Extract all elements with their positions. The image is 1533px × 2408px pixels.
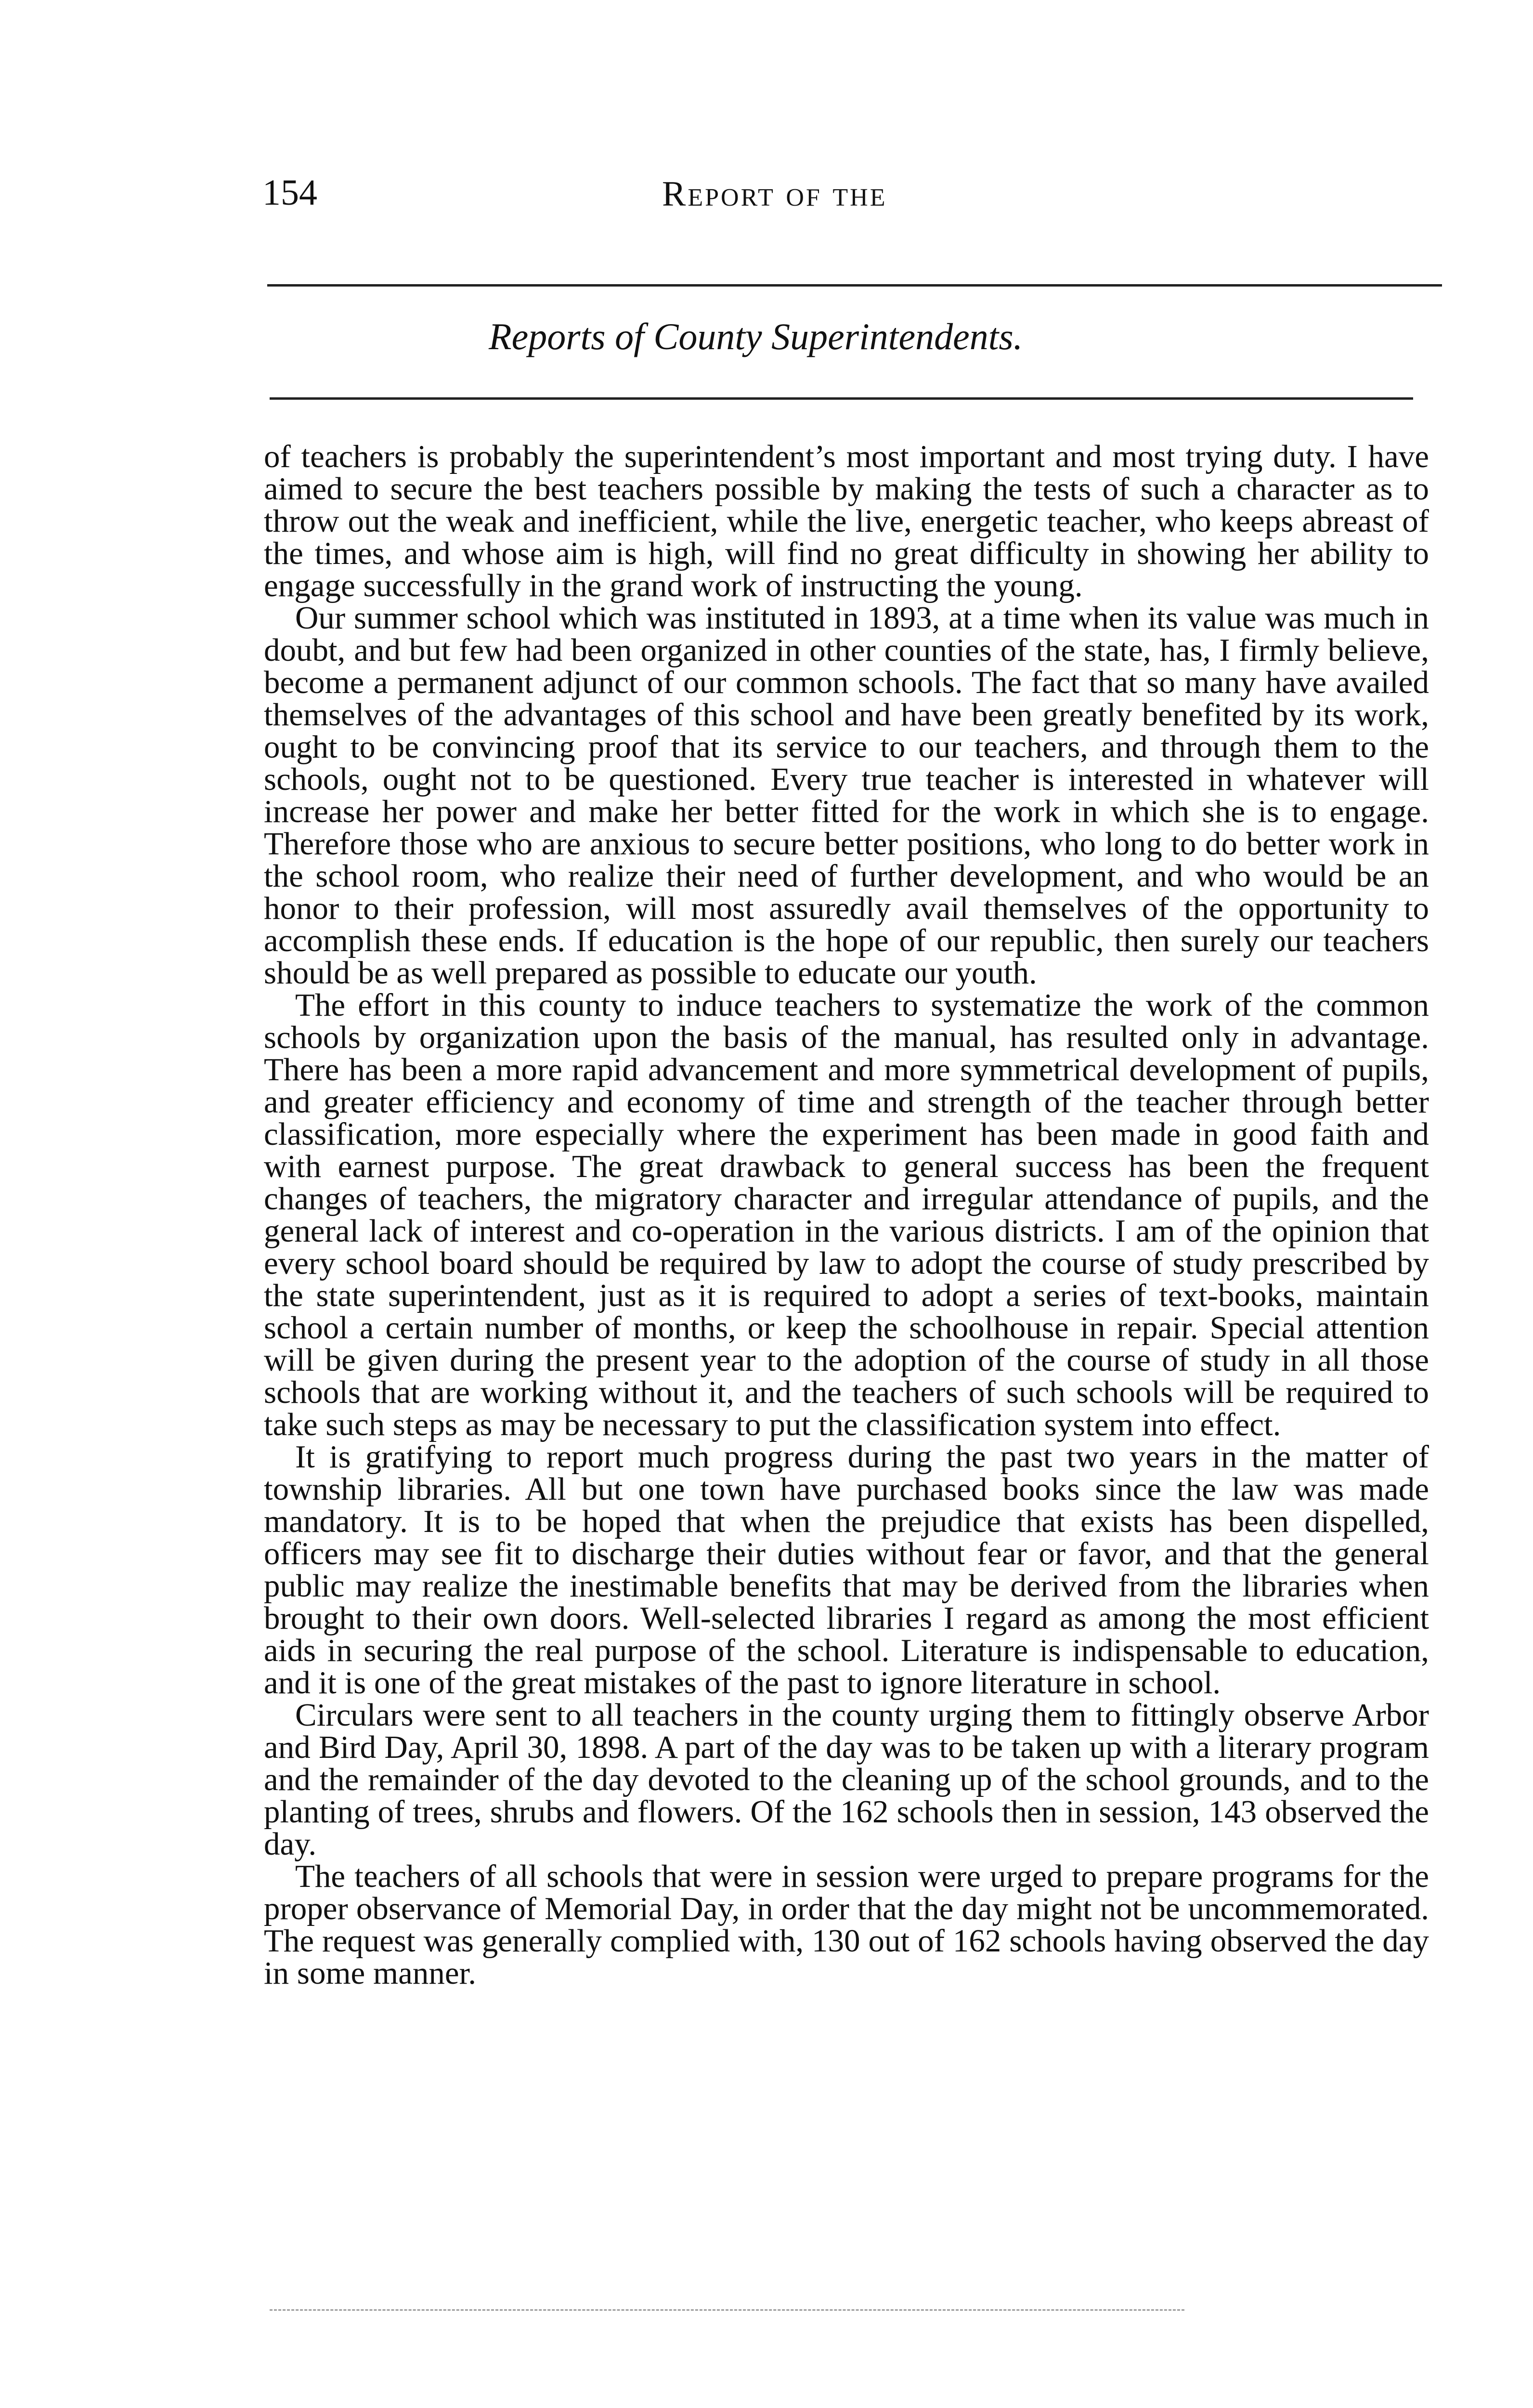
paragraph-memorial-day: The teachers of all schools that were in session were urged to prepare programs for the proper observance of Memorial Day, in order that the day might not be uncommemorated. The request was generally complied with, 130 out of 162 schools having observed the day in some manner. — [264, 1858, 1429, 1991]
header-rule-top — [267, 284, 1442, 287]
footer-divider — [270, 2309, 1184, 2311]
paragraph-summer-school: Our summer school which was instituted in 1893, at a time when its value was much in doubt, and but few had been organized in other counties of the state, has, I firmly believe, become a permanent adjunct of our common schools. The fact that so many have availed themselves of the advantages of this school and have been greatly benefited by its work, ought to be convincing proof that its service to our teachers, and through them to the schools, ought not to be questioned. Every true teacher is interested in whatever will increase her power and make her better fitted for the work in which she is to engage. Therefore those who are anxious to secure better positions, who long to do better work in the school room, who realize their need of further development, and who would be an honor to their profession, will most assuredly avail themselves of the opportunity to accomplish these ends. If education is the hope of our republic, then surely our teachers should be as well prepared as possible to educate our youth. — [264, 600, 1429, 991]
paragraph-continued: of teachers is probably the superintendent’s most important and most trying duty. I have aimed to secure the best teachers possible by making the tests of such a character as to throw out the weak and inefficient, while the live, energetic teacher, who keeps abreast of the times, and whose aim is high, will find no great difficulty in showing her ability to engage successfully in the grand work of instructing the young. — [264, 439, 1429, 603]
section-title: Reports of County Superintendents. — [489, 315, 1023, 357]
running-head: Report of the — [662, 174, 887, 214]
paragraph-course-of-study: The effort in this county to induce teachers to systematize the work of the common schools by organization upon the basis of the manual, has resulted only in advantage. There has been a more rapid advancement and more symmetrical development of pupils, and greater efficiency and economy of time and strength of the teacher through better classification, more especially where the experiment has been made in good faith and with earnest purpose. The great drawback to general success has been the frequent changes of teachers, the migratory character and irregular attendance of pupils, and the general lack of interest and co-operation in the various districts. I am of the opinion that every school board should be required by law to adopt the course of study prescribed by the state superintendent, just as it is required to adopt a series of text-books, maintain school a certain number of months, or keep the schoolhouse in repair. Special attention will be given during the present year to the adoption of the course of study in all those schools that are working without it, and the teachers of such schools will be required to take such steps as may be necessary to put the classification system into effect. — [264, 987, 1429, 1442]
header-rule-bottom — [270, 397, 1413, 400]
paragraph-township-libraries: It is gratifying to report much progress during the past two years in the matter of township libraries. All but one town have purchased books since the law was made mandatory. It is to be hoped that when the prejudice that exists has been dispelled, officers may see fit to discharge their duties without fear or favor, and that the general public may realize the inestimable benefits that may be derived from the libraries when brought to their own doors. Well-selected libraries I regard as among the most efficient aids in securing the real purpose of the school. Literature is indispensable to education, and it is one of the great mistakes of the past to ignore literature in school. — [264, 1439, 1429, 1701]
body-text — [264, 441, 1429, 1989]
page-number: 154 — [262, 172, 317, 213]
paragraph-arbor-day: Circulars were sent to all teachers in the county urging them to fittingly observe Arbor and Bird Day, April 30, 1898. A part of the day was to be taken up with a literary program and the remainder of the day devoted to the cleaning up of the school grounds, and to the planting of trees, shrubs and flowers. Of the 162 schools then in session, 143 observed the day. — [264, 1697, 1429, 1862]
